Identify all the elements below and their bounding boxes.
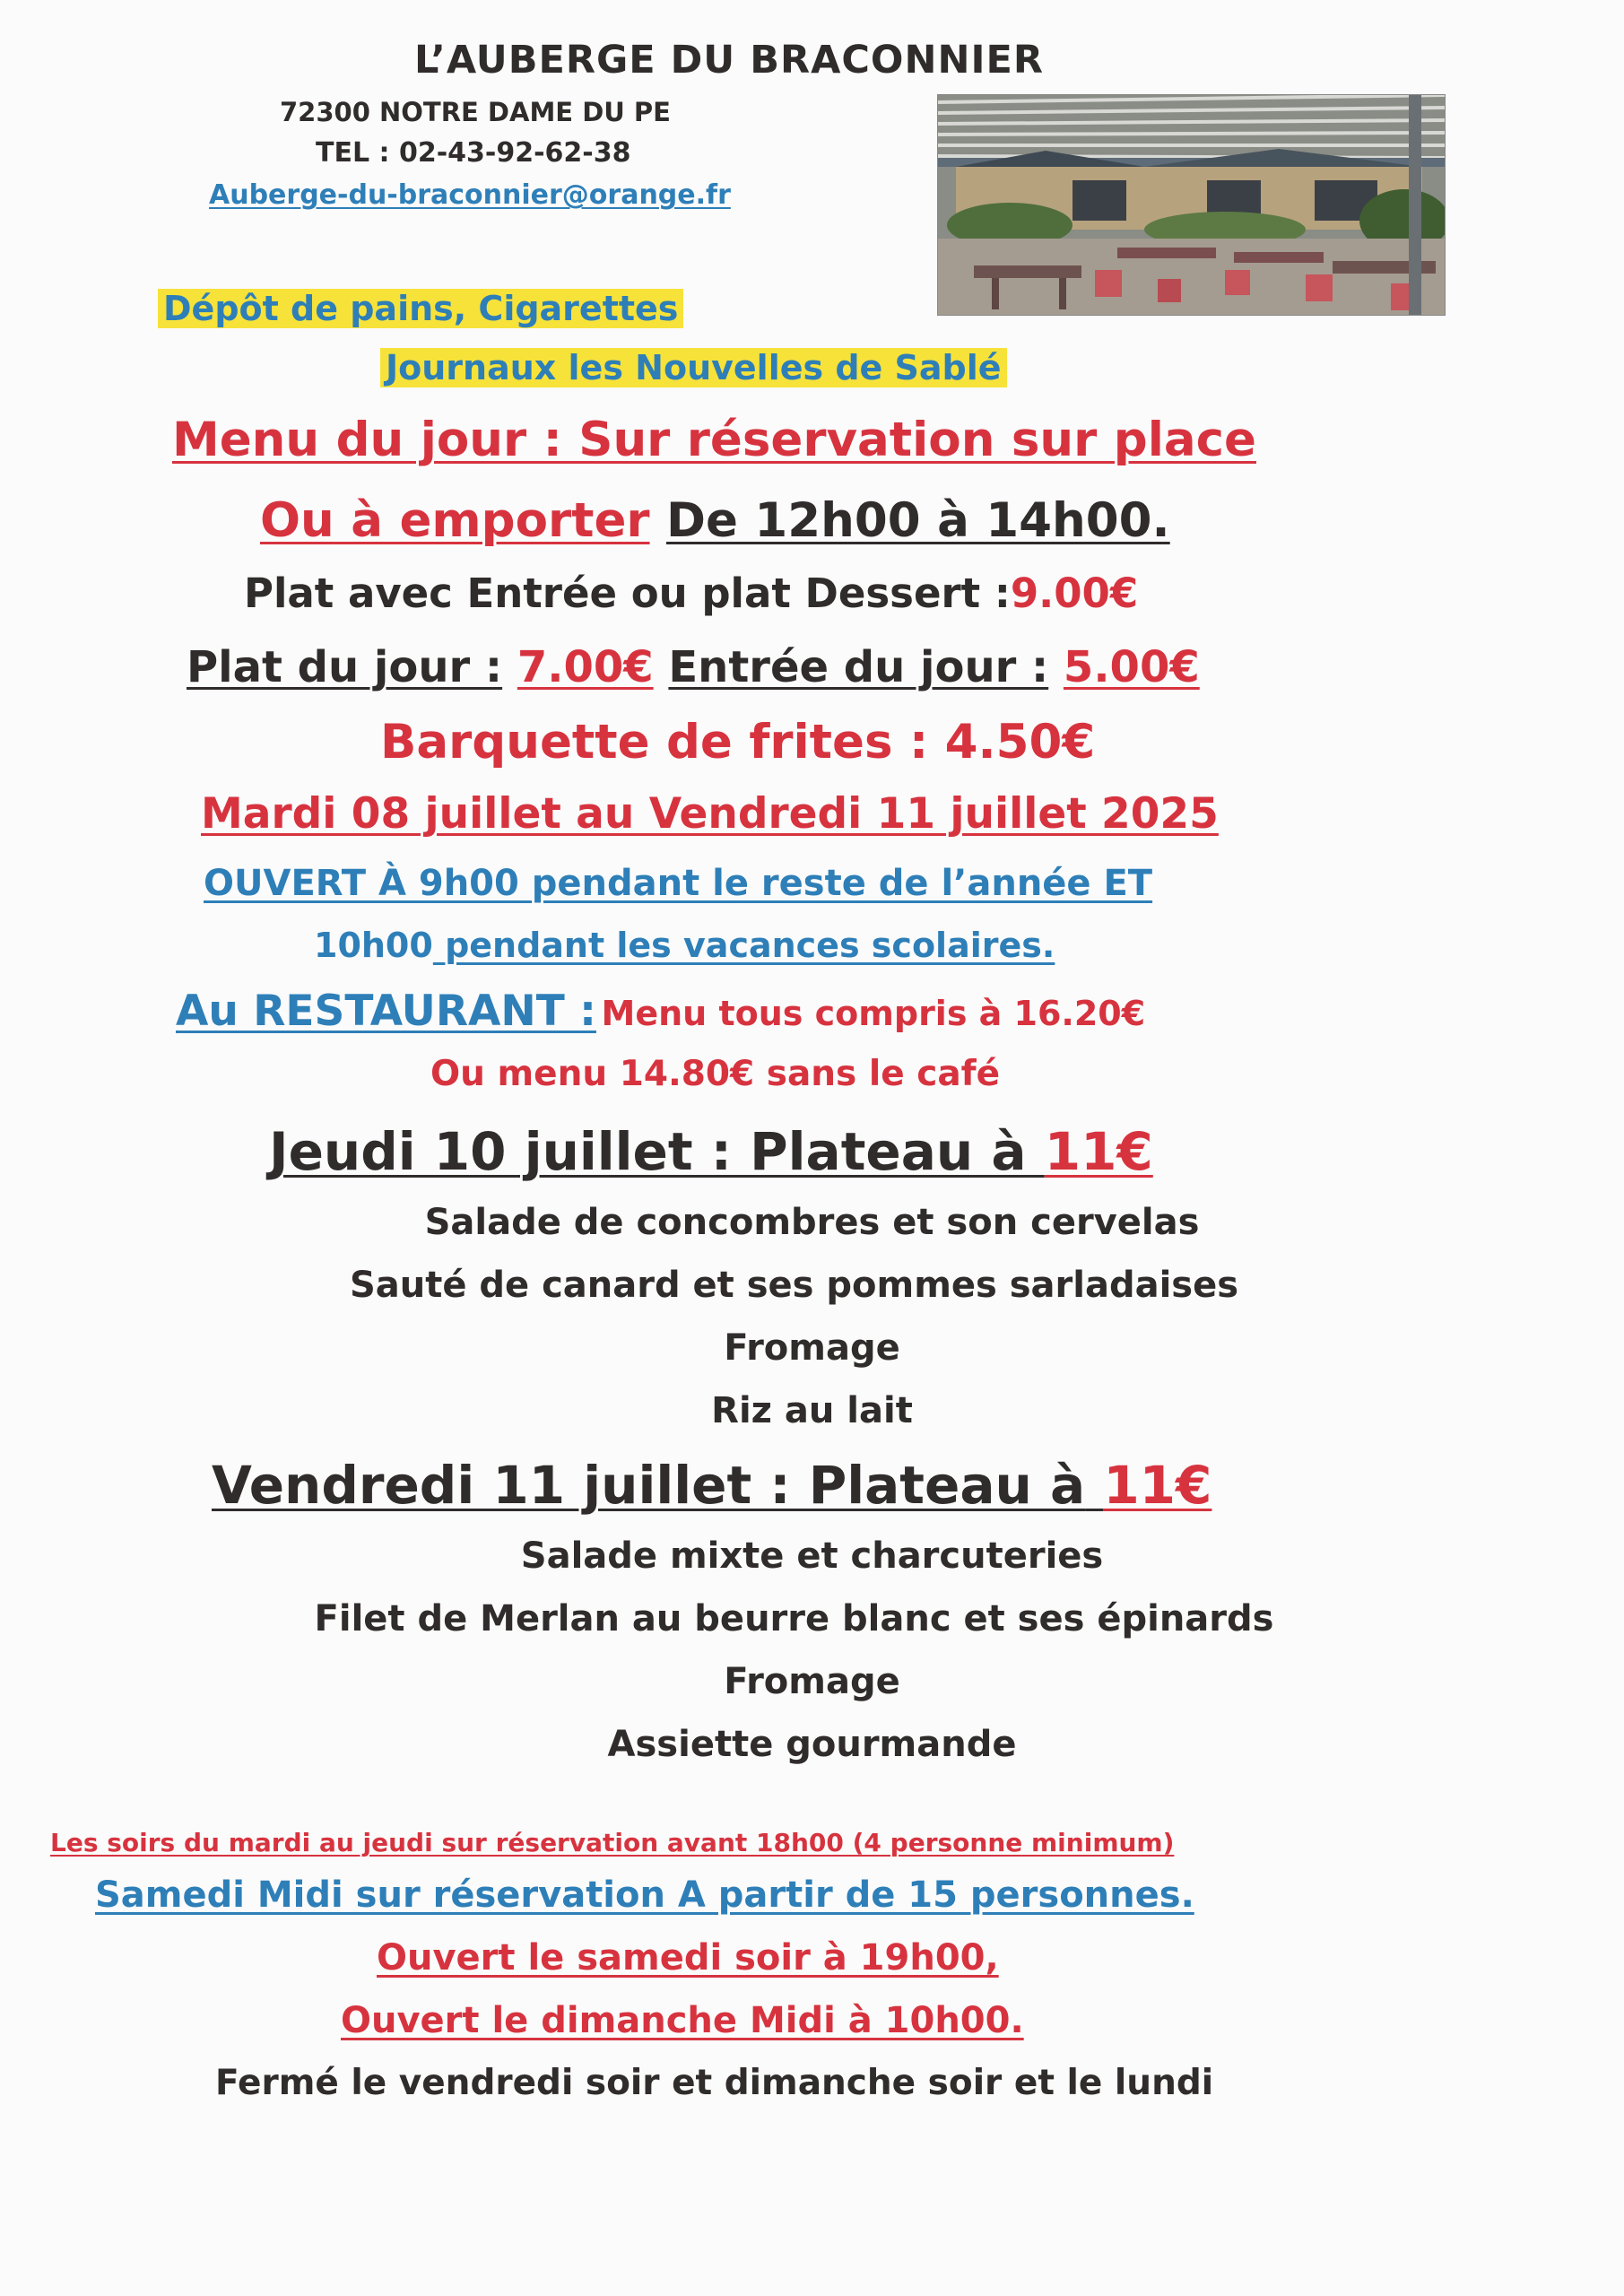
vendredi-item: Salade mixte et charcuteries [520, 1535, 1104, 1577]
plat-entree-line: Plat du jour : 7.00€ Entrée du jour : 5.00€ [187, 642, 1200, 692]
services-newspapers: Journaux les Nouvelles de Sablé [380, 348, 1007, 387]
services-bread-cigarettes: Dépôt de pains, Cigarettes [158, 289, 683, 328]
terrace-photo [937, 94, 1446, 316]
evening-reservation-note: Les soirs du mardi au jeudi sur réservation avant 18h00 (4 personne minimum) [50, 1828, 1175, 1857]
menu-du-jour-hours: Ou à emporter De 12h00 à 14h00. [260, 493, 1170, 548]
vendredi-item: Fromage [724, 1661, 900, 1702]
page-title: L’AUBERGE DU BRACONNIER [414, 38, 1044, 83]
jeudi-item: Riz au lait [711, 1390, 913, 1431]
closed-days-note: Fermé le vendredi soir et dimanche soir et le lundi [215, 2063, 1214, 2103]
formula-line: Plat avec Entrée ou plat Dessert :9.00€ [244, 570, 1139, 617]
jeudi-item: Salade de concombres et son cervelas [424, 1202, 1200, 1243]
samedi-soir-note: Ouvert le samedi soir à 19h00, [377, 1937, 999, 1979]
restaurant-line: Au RESTAURANT : Menu tous compris à 16.20€ [176, 987, 1146, 1036]
restaurant-menu-alt: Ou menu 14.80€ sans le café [430, 1054, 1001, 1094]
menu-du-jour-heading: Menu du jour : Sur réservation sur place [172, 413, 1256, 467]
samedi-midi-note: Samedi Midi sur réservation A partir de 15 personnes. [95, 1874, 1194, 1916]
address: 72300 NOTRE DAME DU PE [280, 97, 671, 127]
vendredi-item: Assiette gourmande [607, 1724, 1017, 1765]
vendredi-item: Filet de Merlan au beurre blanc et ses épinards [314, 1598, 1274, 1639]
email-link[interactable]: Auberge-du-braconnier@orange.fr [209, 179, 731, 211]
jeudi-heading: Jeudi 10 juillet : Plateau à 11€ [269, 1121, 1153, 1182]
frites-line: Barquette de frites : 4.50€ [380, 715, 1096, 770]
jeudi-item: Sauté de canard et ses pommes sarladaises [349, 1265, 1239, 1306]
opening-hours: OUVERT À 9h00 pendant le reste de l’année ET [204, 863, 1153, 904]
jeudi-item: Fromage [724, 1327, 900, 1369]
telephone: TEL : 02-43-92-62-38 [316, 137, 631, 169]
school-holidays-hours: 10h00 pendant les vacances scolaires. [314, 926, 1055, 965]
vendredi-heading: Vendredi 11 juillet : Plateau à 11€ [212, 1455, 1212, 1516]
dimanche-note: Ouvert le dimanche Midi à 10h00. [341, 2000, 1024, 2041]
week-dates: Mardi 08 juillet au Vendredi 11 juillet 2025 [201, 789, 1219, 839]
